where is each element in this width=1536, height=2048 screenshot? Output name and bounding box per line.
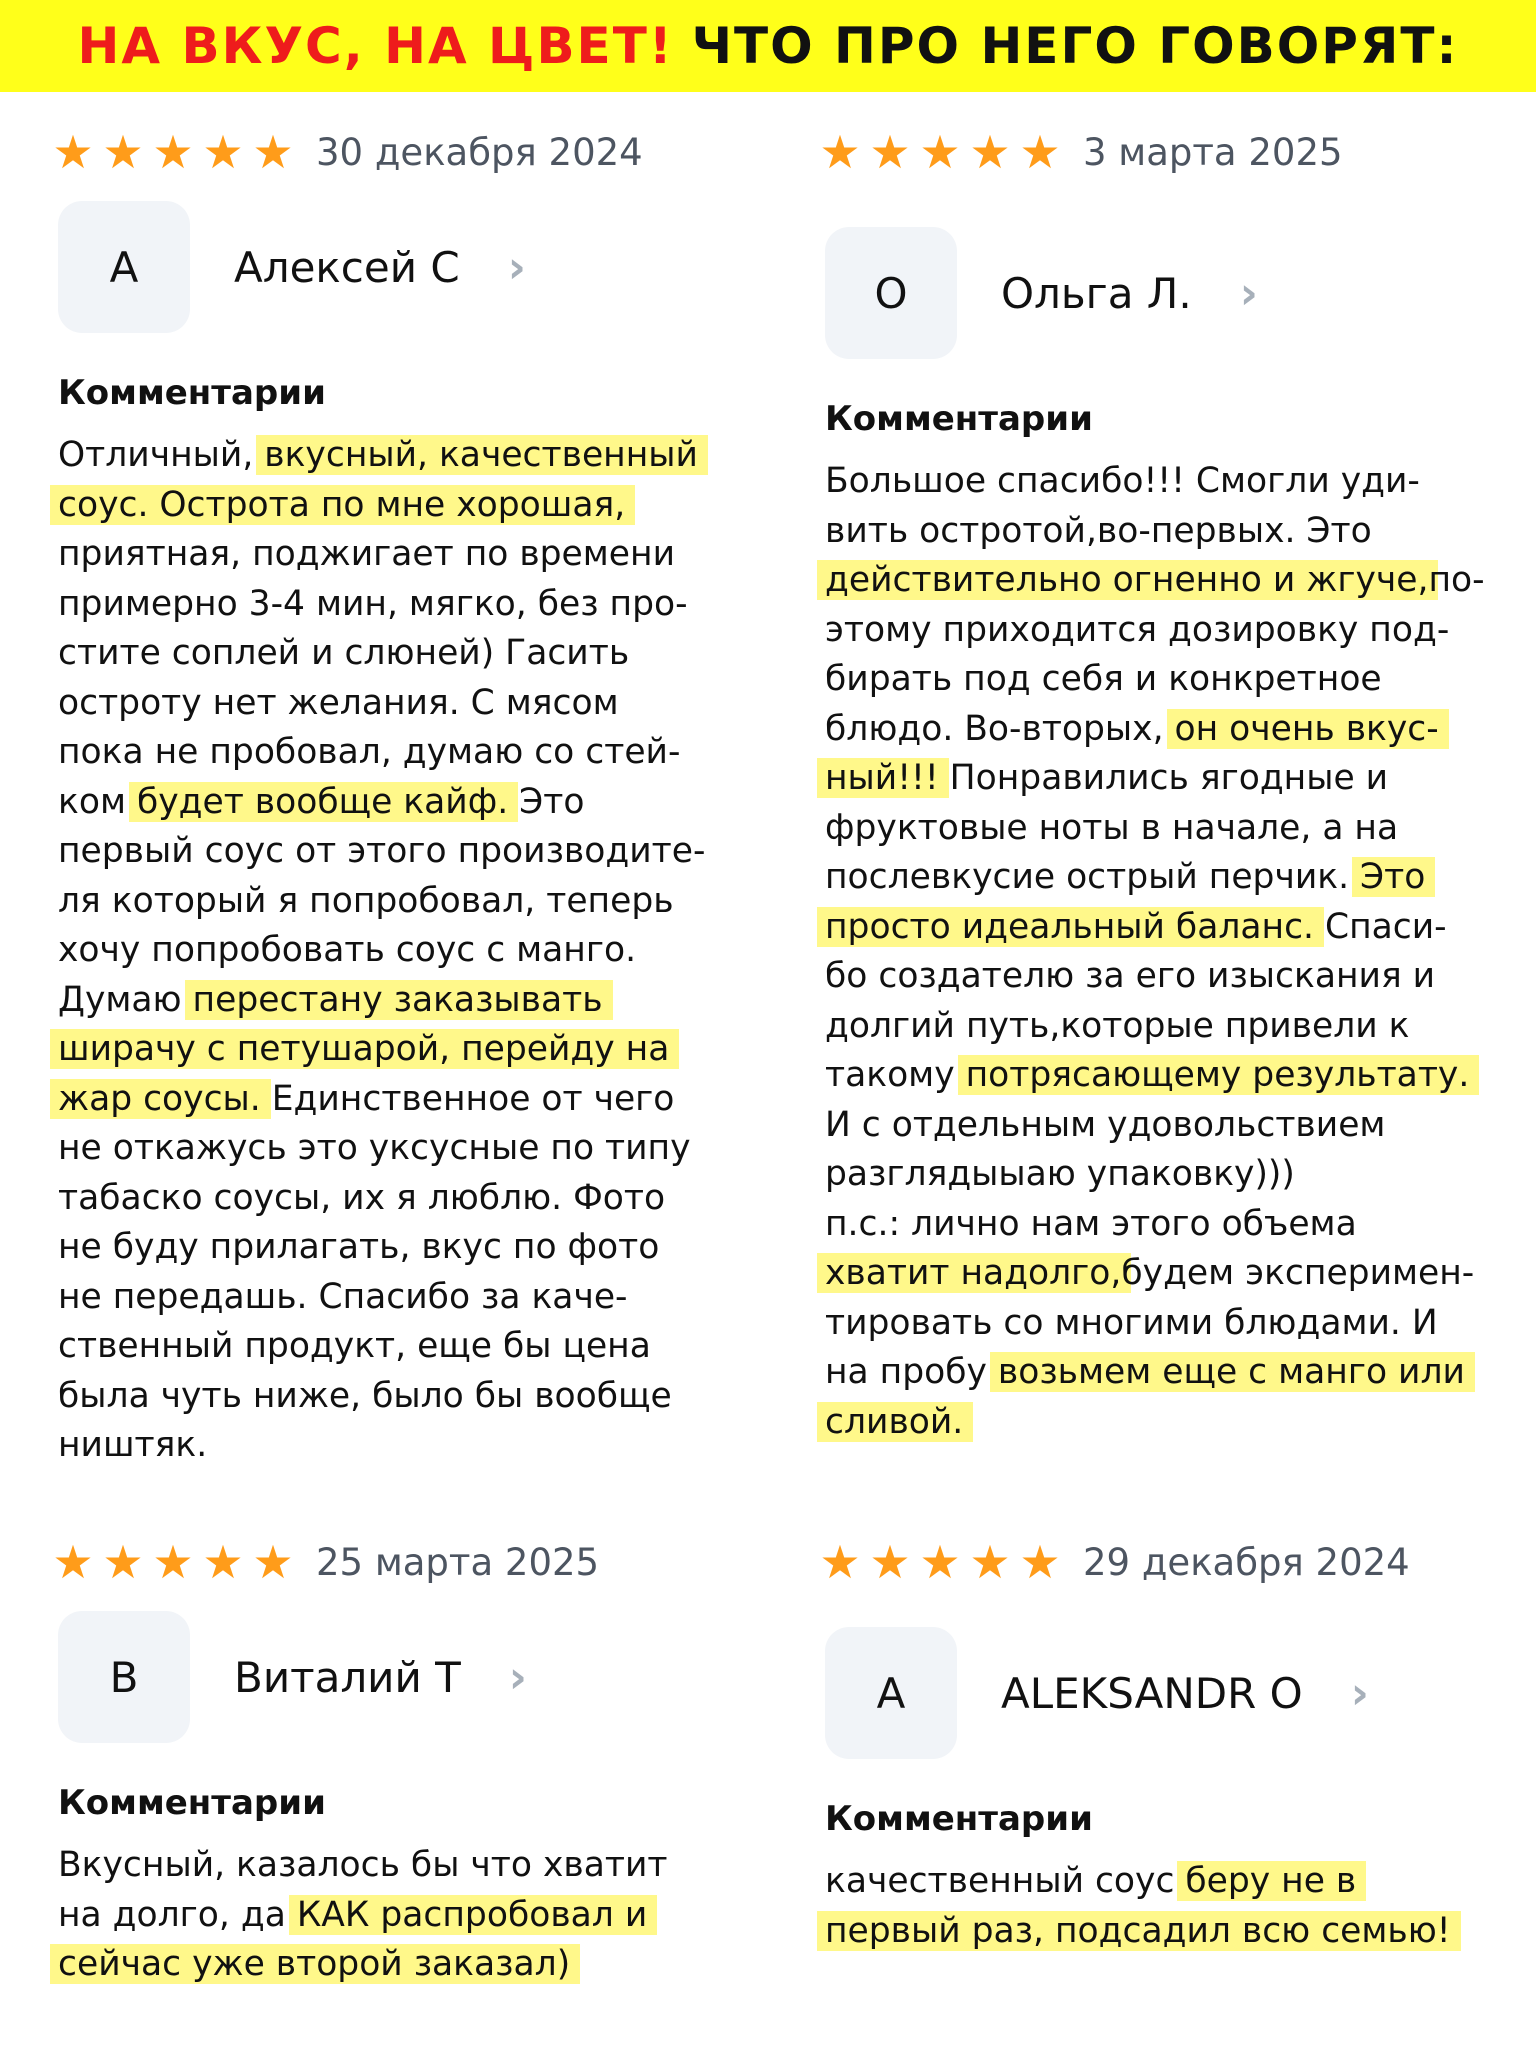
- star-icon: ★: [1019, 1535, 1061, 1589]
- review-card: [48, 127, 748, 1471]
- star-icon: ★: [252, 1535, 294, 1589]
- rating-row: [815, 1537, 1515, 1587]
- rating-row: [48, 1537, 748, 1587]
- highlighted-text: КАК распробовал и сейчас уже второй заказал): [58, 1894, 648, 1984]
- comment-fragment: будем эксперимен- тировать со многими блюдами. И на пробу: [825, 1253, 1475, 1392]
- star-rating: [48, 125, 298, 179]
- star-icon: ★: [869, 125, 911, 179]
- comment-fragment: Большое спасибо!!! Смогли уди- вить остротой,во-первых. Это: [825, 461, 1420, 551]
- highlighted-text: перестану заказывать ширачу с петушарой, перейду на жар соусы.: [58, 979, 670, 1119]
- review-card: [815, 1537, 1515, 1956]
- comment-fragment: Понравились ягодные и фруктовые ноты в начале, а на послевкусие острый перчик.: [825, 758, 1399, 897]
- star-rating: [48, 1535, 298, 1589]
- star-rating: [815, 1535, 1065, 1589]
- comment-fragment: по- этому приходится дозировку под- бирать под себя и конкретное блюдо. Во-вторых,: [825, 560, 1485, 749]
- highlighted-text: действительно огненно и жгуче,: [825, 560, 1429, 600]
- highlighted-text: беру не в первый раз, подсадил всю семью!: [825, 1861, 1451, 1951]
- review-date: 3 марта 2025: [1083, 130, 1343, 174]
- author-row[interactable]: [58, 1611, 748, 1743]
- comment-fragment: Спаси- бо создателю за его изыскания и долгий путь,которые привели к такому: [825, 906, 1447, 1095]
- avatar: В: [58, 1611, 190, 1743]
- comment-fragment: И с отдельным удовольствием разглядыыаю упаковку))) п.с.: лично нам этого объема: [825, 1104, 1386, 1244]
- star-rating: [815, 125, 1065, 179]
- star-icon: ★: [152, 125, 194, 179]
- star-icon: ★: [919, 125, 961, 179]
- avatar: A: [825, 1627, 957, 1759]
- author-name: Ольга Л.: [1001, 268, 1192, 318]
- rating-row: [815, 127, 1515, 177]
- comment-fragment: приятная, поджигает по времени примерно 3-4 мин, мягко, без про- стите соплей и слюней) Гасить остроту нет желания. С мясом пока не пробовал, думаю со стей- ком: [58, 534, 688, 822]
- star-icon: ★: [819, 1535, 861, 1589]
- comment-fragment: Это первый соус от этого производите- ля который я попробовал, теперь хочу попробовать соус с манго. Думаю: [58, 781, 706, 1020]
- comment-text: [58, 1841, 748, 1990]
- comment-fragment: Отличный,: [58, 435, 265, 475]
- chevron-right-icon[interactable]: ›: [507, 241, 526, 293]
- author-row[interactable]: [58, 201, 748, 333]
- highlighted-text: хватит надолго,: [825, 1253, 1122, 1293]
- star-icon: ★: [202, 125, 244, 179]
- comment-label: Комментарии: [825, 1799, 1093, 1839]
- comment-text: [825, 1857, 1515, 1956]
- star-icon: ★: [969, 1535, 1011, 1589]
- star-icon: ★: [52, 1535, 94, 1589]
- star-icon: ★: [919, 1535, 961, 1589]
- author-row[interactable]: [825, 1627, 1515, 1759]
- author-name: Алексей С: [234, 242, 460, 292]
- star-icon: ★: [969, 125, 1011, 179]
- star-icon: ★: [819, 125, 861, 179]
- review-date: 29 декабря 2024: [1083, 1540, 1410, 1584]
- highlighted-text: потрясающему результату.: [965, 1055, 1470, 1095]
- comment-text: [58, 431, 748, 1471]
- review-date: 25 марта 2025: [316, 1540, 600, 1584]
- star-icon: ★: [252, 125, 294, 179]
- chevron-right-icon[interactable]: ›: [1239, 267, 1258, 319]
- star-icon: ★: [52, 125, 94, 179]
- comment-fragment: Вкусный, казалось бы что хватит на долго, да: [58, 1845, 668, 1935]
- comment-fragment: Единственное от чего не откажусь это уксусные по типу табаско соусы, их я люблю. Фото не буду прилагать, вкус по фото не передашь. Спасибо за каче- ственный продукт, еще бы цена была чуть ниже, было бы вообще ништяк.: [58, 1078, 691, 1465]
- highlighted-text: Это просто идеальный баланс.: [825, 857, 1426, 947]
- star-icon: ★: [869, 1535, 911, 1589]
- avatar: А: [58, 201, 190, 333]
- review-date: 30 декабря 2024: [316, 130, 643, 174]
- star-icon: ★: [202, 1535, 244, 1589]
- highlighted-text: возьмем еще с манго или сливой.: [825, 1352, 1465, 1442]
- highlighted-text: он очень вкус- ный!!!: [825, 708, 1439, 798]
- author-name: Виталий Т: [234, 1652, 461, 1702]
- chevron-right-icon[interactable]: ›: [1350, 1667, 1369, 1719]
- star-icon: ★: [102, 1535, 144, 1589]
- highlighted-text: будет вообще кайф.: [136, 781, 509, 822]
- chevron-right-icon[interactable]: ›: [508, 1651, 527, 1703]
- banner-title-black: ЧТО ПРО НЕГО ГОВОРЯТ:: [691, 17, 1459, 75]
- avatar: О: [825, 227, 957, 359]
- author-name: ALEKSANDR O: [1001, 1668, 1303, 1718]
- highlighted-text: вкусный, качественный соус. Острота по мне хорошая,: [58, 435, 698, 525]
- comment-label: Комментарии: [825, 399, 1093, 439]
- star-icon: ★: [152, 1535, 194, 1589]
- author-row[interactable]: [825, 227, 1515, 359]
- rating-row: [48, 127, 748, 177]
- comment-fragment: качественный соус: [825, 1861, 1186, 1901]
- star-icon: ★: [1019, 125, 1061, 179]
- banner-title-red: НА ВКУС, НА ЦВЕТ!: [77, 17, 674, 75]
- header-banner: [0, 0, 1536, 92]
- review-card: [815, 127, 1515, 1447]
- comment-label: Комментарии: [58, 373, 326, 413]
- comment-label: Комментарии: [58, 1783, 326, 1823]
- review-card: [48, 1537, 748, 1990]
- star-icon: ★: [102, 125, 144, 179]
- comment-text: [825, 457, 1515, 1447]
